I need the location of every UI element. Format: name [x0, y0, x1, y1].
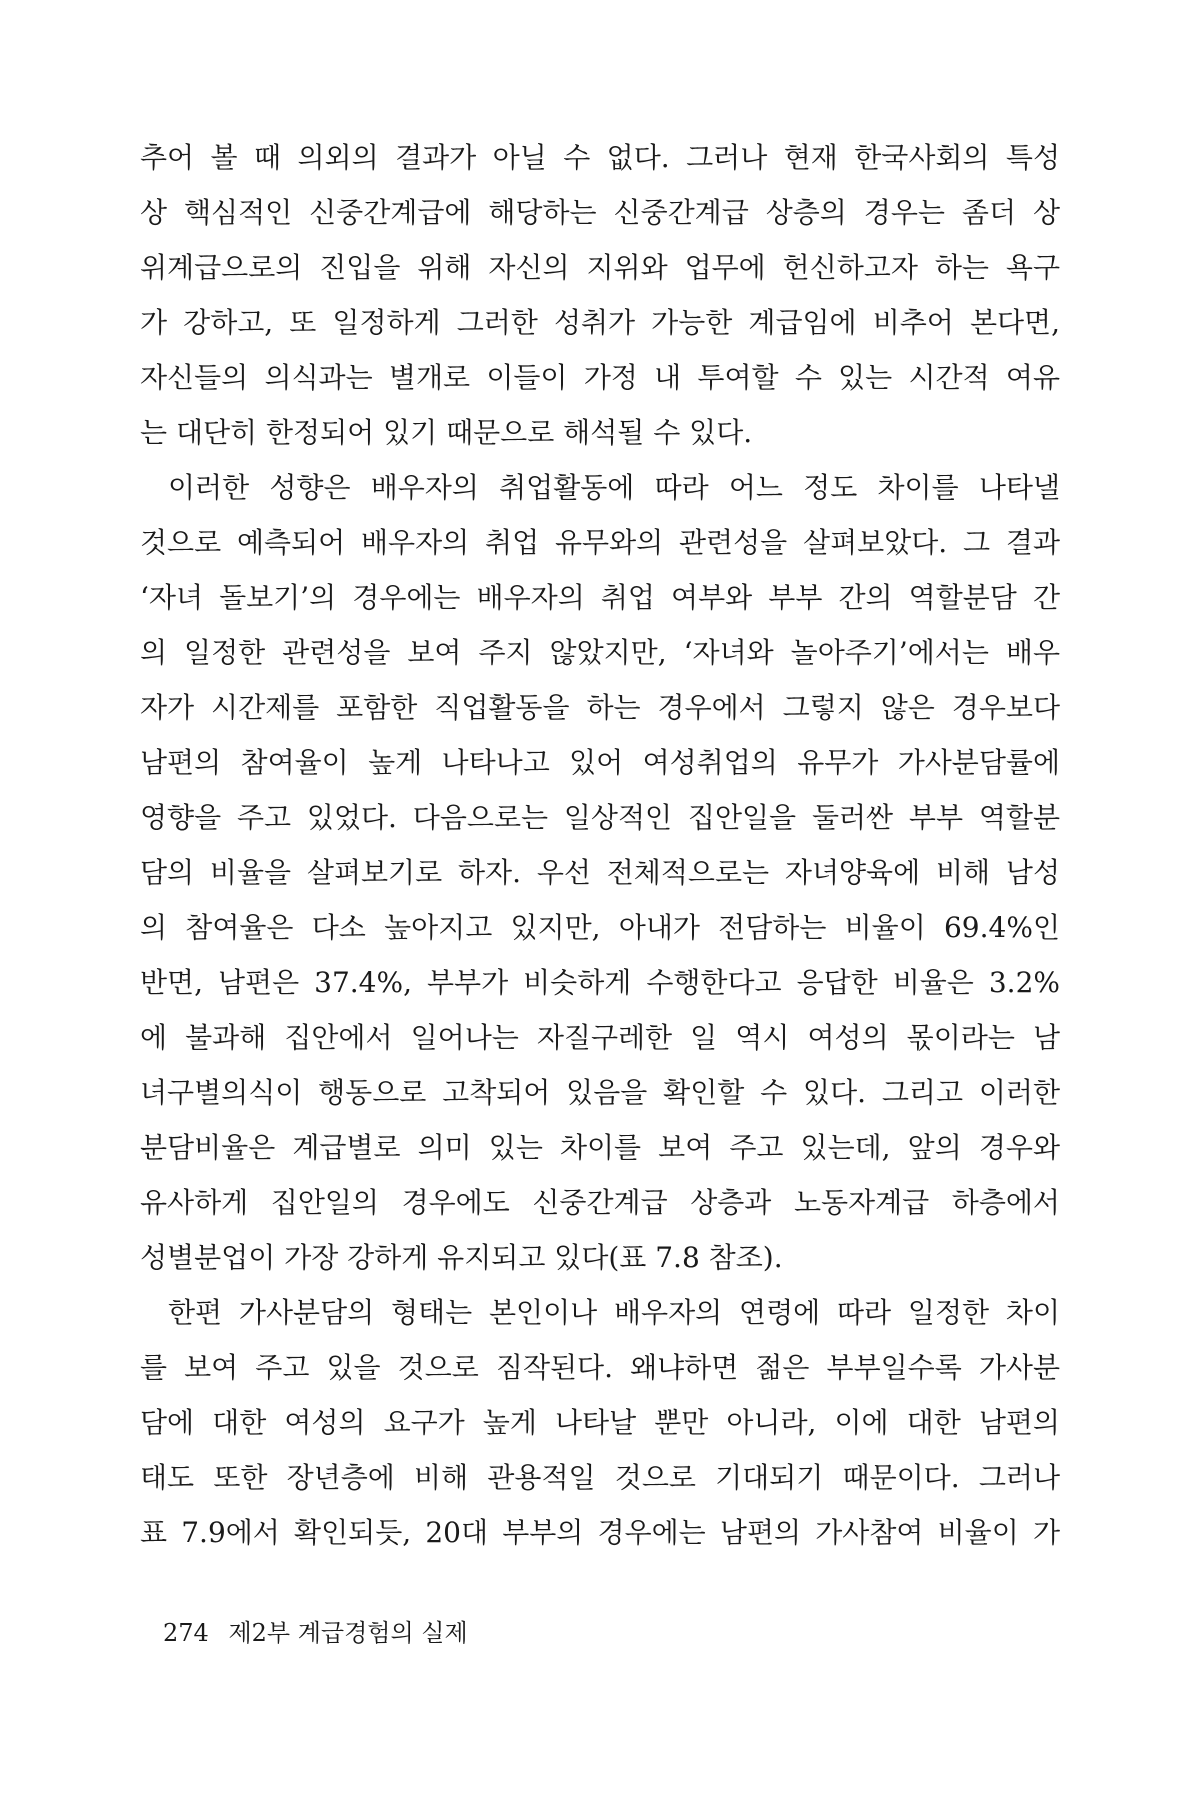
- text-line: 표 7.9에서 확인되듯, 20대 부부의 경우에는 남편의 가사참여 비율이 가: [140, 1516, 1060, 1549]
- text-line: 남편의 참여율이 높게 나타나고 있어 여성취업의 유무가 가사분담률에: [140, 746, 1060, 779]
- text-line: 녀구별의식이 행동으로 고착되어 있음을 확인할 수 있다. 그리고 이러한: [140, 1076, 1060, 1109]
- text-line: 위계급으로의 진입을 위해 자신의 지위와 업무에 헌신하고자 하는 욕구: [140, 251, 1060, 284]
- text-line: 는 대단히 한정되어 있기 때문으로 해석될 수 있다.: [140, 416, 753, 449]
- text-line: 것으로 예측되어 배우자의 취업 유무와의 관련성을 살펴보았다. 그 결과: [140, 526, 1060, 559]
- text-line: 에 불과해 집안에서 일어나는 자질구레한 일 역시 여성의 몫이라는 남: [140, 1021, 1060, 1054]
- page-number: 274: [163, 1619, 209, 1647]
- text-line: 분담비율은 계급별로 의미 있는 차이를 보여 주고 있는데, 앞의 경우와: [140, 1131, 1060, 1164]
- text-line: 의 참여율은 다소 높아지고 있지만, 아내가 전담하는 비율이 69.4%인: [140, 911, 1060, 944]
- page-footer: [163, 1618, 468, 1648]
- text-line: 의 일정한 관련성을 보여 주지 않았지만, ‘자녀와 놀아주기’에서는 배우: [140, 636, 1060, 669]
- running-head: 제2부 계급경험의 실제: [228, 1619, 468, 1647]
- text-line: 자신들의 의식과는 별개로 이들이 가정 내 투여할 수 있는 시간적 여유: [140, 361, 1060, 394]
- text-line: 자가 시간제를 포함한 직업활동을 하는 경우에서 그렇지 않은 경우보다: [140, 691, 1060, 724]
- text-line: 성별분업이 가장 강하게 유지되고 있다(표 7.8 참조).: [140, 1241, 783, 1274]
- text-line: 이러한 성향은 배우자의 취업활동에 따라 어느 정도 차이를 나타낼: [168, 471, 1060, 504]
- text-line: 한편 가사분담의 형태는 본인이나 배우자의 연령에 따라 일정한 차이: [168, 1296, 1060, 1329]
- text-line: ‘자녀 돌보기’의 경우에는 배우자의 취업 여부와 부부 간의 역할분담 간: [140, 581, 1060, 614]
- text-line: 담의 비율을 살펴보기로 하자. 우선 전체적으로는 자녀양육에 비해 남성: [140, 856, 1060, 889]
- text-line: 추어 볼 때 의외의 결과가 아닐 수 없다. 그러나 현재 한국사회의 특성: [140, 141, 1060, 174]
- text-line: 담에 대한 여성의 요구가 높게 나타날 뿐만 아니라, 이에 대한 남편의: [140, 1406, 1060, 1439]
- text-line: 를 보여 주고 있을 것으로 짐작된다. 왜냐하면 젊은 부부일수록 가사분: [140, 1351, 1060, 1384]
- body-text: [140, 130, 1060, 1560]
- text-line: 유사하게 집안일의 경우에도 신중간계급 상층과 노동자계급 하층에서: [140, 1186, 1060, 1219]
- text-line: 영향을 주고 있었다. 다음으로는 일상적인 집안일을 둘러싼 부부 역할분: [140, 801, 1060, 834]
- text-line: 태도 또한 장년층에 비해 관용적일 것으로 기대되기 때문이다. 그러나: [140, 1461, 1060, 1494]
- text-line: 반면, 남편은 37.4%, 부부가 비슷하게 수행한다고 응답한 비율은 3.2%: [140, 966, 1060, 999]
- text-line: 가 강하고, 또 일정하게 그러한 성취가 가능한 계급임에 비추어 본다면,: [140, 306, 1060, 339]
- text-line: 상 핵심적인 신중간계급에 해당하는 신중간계급 상층의 경우는 좀더 상: [140, 196, 1060, 229]
